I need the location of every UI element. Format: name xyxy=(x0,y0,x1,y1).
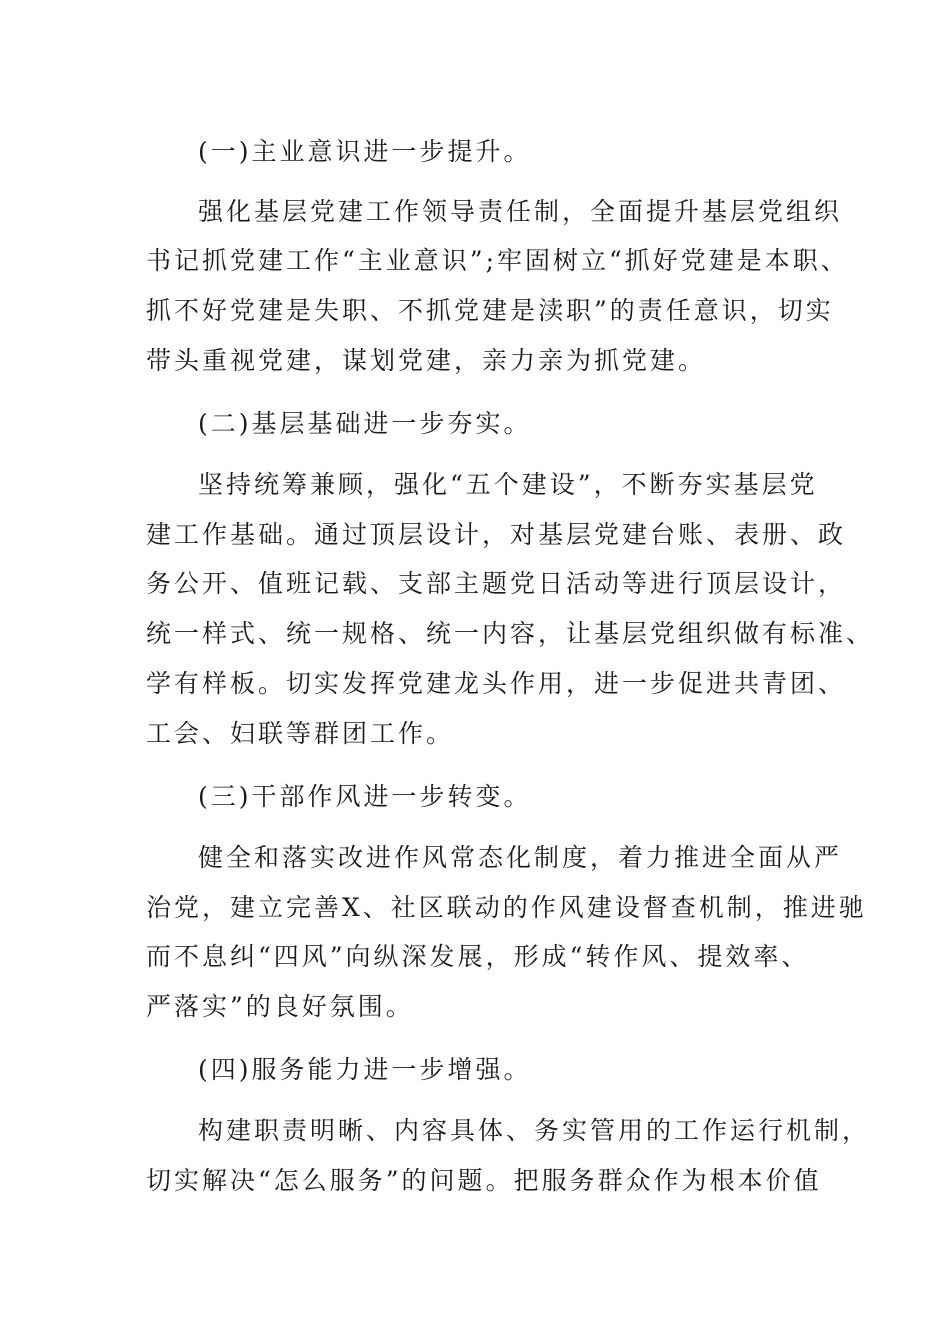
paragraph-line: 带头重视党建，谋划党建，亲力亲为抓党建。 xyxy=(146,346,707,375)
paragraph-line: 坚持统筹兼顾，强化“五个建设”，不断夯实基层党 xyxy=(198,470,818,499)
paragraph-line: 构建职责明晰、内容具体、务实管用的工作运行机制， xyxy=(198,1116,871,1145)
paragraph-line: 学有样板。切实发挥党建龙头作用，进一步促进共青团、 xyxy=(146,669,847,698)
paragraph-line: 抓不好党建是失职、不抓党建是渎职”的责任意识，切实 xyxy=(146,296,834,325)
paragraph-line: 书记抓党建工作“主业意识”;牢固树立“抓好党建是本职、 xyxy=(146,246,849,275)
paragraph-line: 治党，建立完善X、社区联动的作风建设督查机制，推进驰 xyxy=(146,893,867,922)
paragraph-line: 健全和落实改进作风常态化制度，着力推进全面从严 xyxy=(198,843,843,872)
paragraph-line: 统一样式、统一规格、统一内容，让基层党组织做有标准、 xyxy=(146,619,875,648)
section-heading-1: (一)主业意识进一步提升。 xyxy=(198,137,532,166)
section-heading-2: (二)基层基础进一步夯实。 xyxy=(198,409,532,438)
paragraph-line: 严落实”的良好氛围。 xyxy=(146,992,414,1021)
paragraph-line: 而不息纠“四风”向纵深发展，形成“转作风、提效率、 xyxy=(146,942,810,971)
paragraph-line: 切实解决“怎么服务”的问题。把服务群众作为根本价值 xyxy=(146,1166,822,1195)
paragraph-line: 工会、妇联等群团工作。 xyxy=(146,719,455,748)
section-heading-3: (三)干部作风进一步转变。 xyxy=(198,782,532,811)
paragraph-line: 强化基层党建工作领导责任制，全面提升基层党组织 xyxy=(198,197,843,226)
paragraph-line: 务公开、值班记载、支部主题党日活动等进行顶层设计， xyxy=(146,569,847,598)
paragraph-line: 建工作基础。通过顶层设计，对基层党建台账、表册、政 xyxy=(146,520,847,549)
section-heading-4: (四)服务能力进一步增强。 xyxy=(198,1055,532,1084)
